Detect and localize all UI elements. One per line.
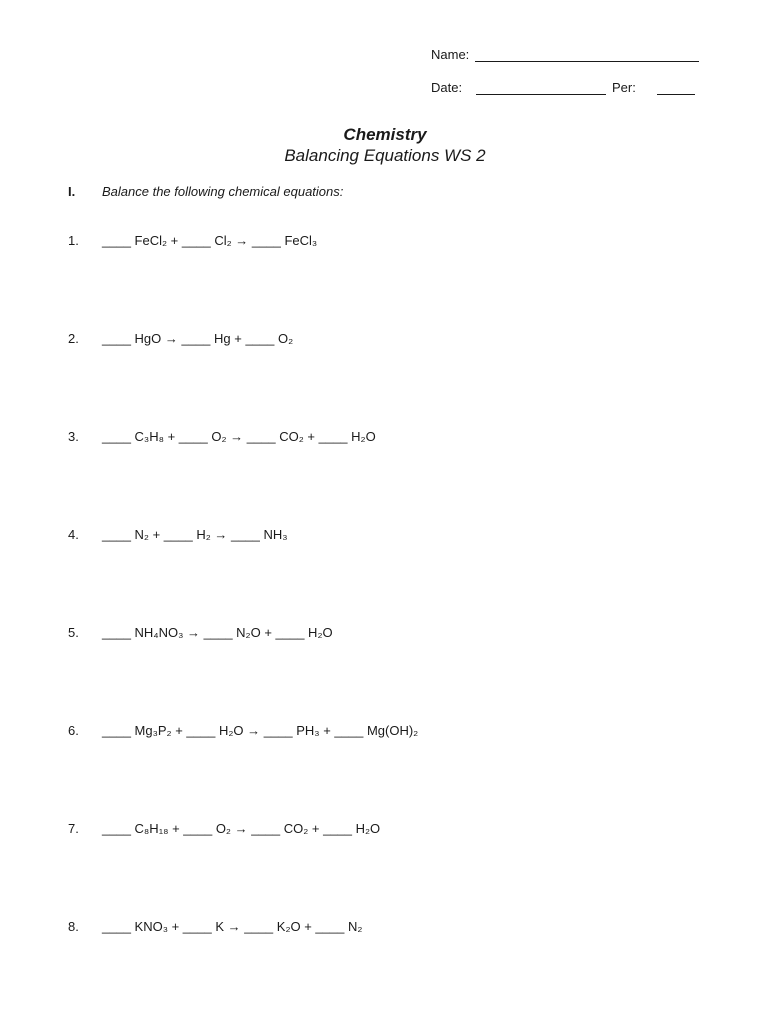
per-field[interactable]: [657, 94, 695, 95]
equation-number: 8.: [68, 919, 79, 934]
worksheet-title: Chemistry: [343, 125, 427, 144]
date-field[interactable]: [476, 94, 606, 95]
equation-8: [68, 919, 362, 934]
name-label: Name:: [431, 47, 470, 62]
equation-number: 5.: [68, 625, 79, 640]
equation-7: [68, 821, 380, 836]
section-instruction: Balance the following chemical equations:: [102, 184, 344, 199]
equation-text: ____ C₃H₈ + ____ O₂ → ____ CO₂ + ____ H₂O: [102, 429, 376, 444]
per-label: Per:: [612, 80, 636, 95]
equation-number: 7.: [68, 821, 79, 836]
date-label: Date:: [431, 80, 463, 95]
equation-text: ____ C₈H₁₈ + ____ O₂ → ____ CO₂ + ____ H₂O: [102, 821, 381, 836]
equation-number: 4.: [68, 527, 79, 542]
equation-text: ____ N₂ + ____ H₂ → ____ NH₃: [102, 527, 288, 542]
equation-number: 3.: [68, 429, 79, 444]
equation-text: ____ Mg₃P₂ + ____ H₂O → ____ PH₃ + ____ Mg(OH)₂: [102, 723, 419, 738]
equation-text: ____ FeCl₂ + ____ Cl₂ → ____ FeCl₃: [102, 233, 318, 248]
section-number: I.: [68, 184, 76, 199]
equation-5: [68, 625, 333, 640]
equation-number: 6.: [68, 723, 79, 738]
equation-text: ____ KNO₃ + ____ K → ____ K₂O + ____ N₂: [102, 919, 363, 934]
equation-text: ____ HgO → ____ Hg + ____ O₂: [102, 331, 294, 346]
equation-4: [68, 527, 288, 542]
equation-3: [68, 429, 376, 444]
equation-1: [68, 233, 317, 248]
name-field[interactable]: [475, 61, 699, 62]
equation-6: [68, 723, 418, 738]
worksheet-subtitle: Balancing Equations WS 2: [284, 146, 486, 165]
equation-number: 2.: [68, 331, 79, 346]
equation-2: [68, 331, 293, 346]
equation-text: ____ NH₄NO₃ → ____ N₂O + ____ H₂O: [102, 625, 333, 640]
equation-number: 1.: [68, 233, 79, 248]
